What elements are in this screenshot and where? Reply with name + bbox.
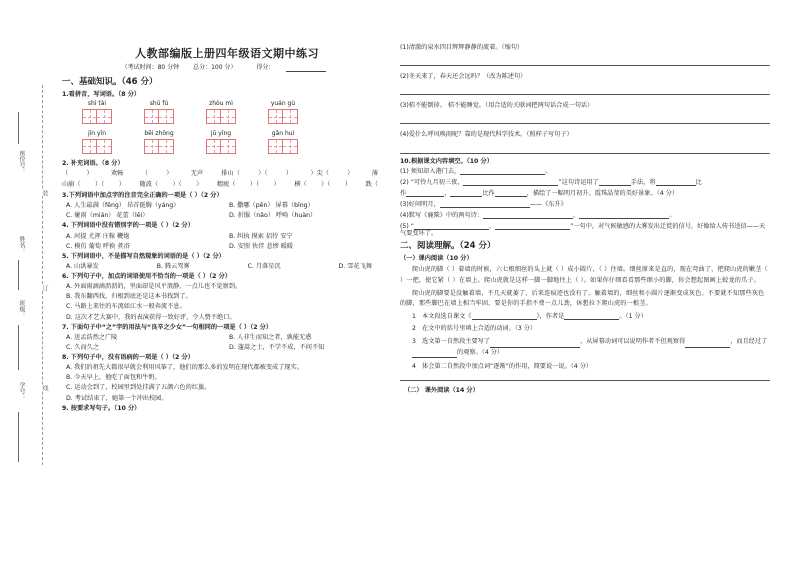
fill-blank[interactable] bbox=[495, 196, 527, 197]
student-number-label: 学号： bbox=[18, 382, 25, 400]
class-label: 班级： bbox=[18, 300, 25, 318]
reading-q3-mid: ，从屏幕动词可以说明作者不但观察得 bbox=[580, 338, 686, 346]
tianzige-box[interactable] bbox=[206, 139, 236, 154]
reading-q3-extra: 的观察。（4 分） bbox=[457, 348, 504, 356]
fill-blank[interactable] bbox=[564, 319, 619, 320]
idiom-fragment: ） bbox=[196, 180, 203, 188]
q5-title: 5. 下列词语中，不是描写自然现象的词语的是（ ）（2 分） bbox=[62, 252, 225, 260]
idiom-fragment: ）（ bbox=[95, 180, 105, 188]
fill-blank[interactable] bbox=[483, 218, 573, 219]
idiom-fragment: 精疲（ bbox=[216, 180, 236, 188]
reading-q2-num: 2 bbox=[412, 325, 416, 333]
q10-item-2-text-f: ， bbox=[444, 189, 451, 197]
q4-option-c[interactable]: C. 模仿 葡萄 呼换 煮浴 bbox=[66, 242, 130, 250]
q10-item-1: (1) 须知却入港门去， 。 bbox=[400, 167, 552, 175]
q3-option-d[interactable]: D. 折服（nǎo） 呼唤（huàn） bbox=[229, 212, 317, 220]
pinyin-label: bēi zhǒng bbox=[144, 129, 174, 137]
idiom-fragment: 无声 bbox=[190, 169, 204, 177]
fill-blank[interactable] bbox=[463, 185, 558, 186]
idiom-fragment: 欢畅 bbox=[111, 169, 124, 177]
q9-item-1: (1)清澈的泉水四目辉辉静静的流着。（缩句） bbox=[400, 44, 524, 51]
q3-option-b[interactable]: B. 撒哪（pēn） 屏幕（bīng） bbox=[229, 202, 314, 210]
q8-option-d[interactable]: D. 考试结束了，她第一个冲出校园。 bbox=[66, 394, 168, 402]
fill-blank[interactable] bbox=[406, 196, 444, 197]
fill-blank[interactable] bbox=[599, 185, 631, 186]
q8-option-c[interactable]: C. 运动会到了，校园里到处挂满了五颜六色的红旗。 bbox=[66, 384, 211, 392]
fill-blank[interactable] bbox=[685, 347, 730, 348]
q10-item-3-text: (3)好问明月， bbox=[400, 201, 440, 208]
pinyin-label: yuán gù bbox=[270, 100, 296, 108]
seat-number-blank[interactable] bbox=[18, 112, 19, 144]
idiom-fragment: 排山（ bbox=[221, 169, 240, 177]
tianzige-box[interactable] bbox=[268, 109, 298, 124]
answer-line[interactable] bbox=[400, 141, 770, 154]
q10-title: 10.根据课文内容填空。（10 分） bbox=[400, 157, 493, 165]
q10-item-3 bbox=[400, 201, 770, 208]
pinyin-label: jū yīng bbox=[210, 129, 232, 137]
part1-title: 一、基础知识。（46 分） bbox=[62, 76, 158, 87]
q5-option-d[interactable]: D. 雪花飞舞 bbox=[338, 262, 372, 270]
q9-item-3: (3)桔不能倒掉。 桔不能睡觉。（用合适的关联词把两句话合成一句话） bbox=[400, 102, 594, 110]
idiom-fragment: ）（ bbox=[258, 169, 268, 177]
q7-options bbox=[66, 334, 392, 351]
name-label: 姓名： bbox=[18, 236, 25, 254]
fill-blank[interactable] bbox=[440, 207, 530, 208]
q10-item-2-text-c: 手法，将 bbox=[630, 178, 656, 186]
q10-item-5-comma: ， bbox=[488, 223, 496, 231]
fill-blank[interactable] bbox=[472, 319, 537, 320]
idiom-fragment: ）（ bbox=[172, 180, 182, 188]
score-label: 得分： bbox=[256, 63, 275, 71]
q10-item-4-text: (4)默写《鹿柴》中的两句诗： bbox=[400, 212, 484, 220]
binding-mark-zhuang: 装 bbox=[38, 190, 47, 196]
q9-title: 9. 按要求写句子。（10 分） bbox=[62, 404, 141, 412]
exam-info bbox=[62, 65, 392, 72]
q3-option-a[interactable]: A. 人生最满（fēng） 昂首挺胸（yáng） bbox=[66, 202, 180, 210]
pinyin-label: gǎn huì bbox=[271, 129, 295, 137]
binding-mark-xian: 线 bbox=[38, 385, 47, 391]
pinyin-label: zhòu mì bbox=[209, 100, 233, 108]
idiom-fragment: ） bbox=[285, 169, 293, 177]
reading-q4-text: 体会第二自然段中加点词“逐渐”的作用，简要说一说。（4 分） bbox=[422, 363, 593, 371]
reading-q3-end: ，而且经过了 bbox=[730, 338, 768, 346]
q7-option-a[interactable]: A. 送孟浩然之广陵 bbox=[66, 333, 118, 341]
idiom-fragment: 跌（ bbox=[365, 180, 378, 188]
q5-option-b[interactable]: B. 腾云驾雾 bbox=[156, 262, 190, 270]
tianzige-box[interactable] bbox=[206, 109, 236, 124]
q10-item-2-text-h: ，描绘了一幅明月初升、霞珠晶莹的美好景象。（4 分） bbox=[526, 189, 679, 197]
q1-title: 1.看拼音，写词语。（8 分） bbox=[62, 91, 141, 99]
answer-line[interactable] bbox=[400, 53, 770, 66]
idiom-row-2 bbox=[62, 181, 392, 188]
binding-mark-ding: 订 bbox=[38, 285, 47, 291]
q10-item-2 bbox=[400, 179, 770, 186]
exam-time: （考试时间：80 分钟 bbox=[121, 63, 180, 71]
tianzige-box[interactable] bbox=[82, 109, 112, 124]
right-column bbox=[400, 44, 770, 398]
pinyin-label: shū fú bbox=[149, 100, 169, 108]
exam-total-score: 总分：100 分） bbox=[193, 63, 237, 71]
q10-item-5 bbox=[400, 223, 770, 237]
q3-title: 3.下列词语中加点字的注音完全正确的一项是（ ）（2 分） bbox=[62, 192, 223, 200]
q4-option-b[interactable]: B. 纠执 摸索 招待 安宁 bbox=[229, 232, 293, 240]
idiom-fragment: ） bbox=[344, 180, 352, 188]
idiom-fragment: ）尖（ bbox=[310, 169, 329, 177]
idiom-fragment: ） bbox=[86, 169, 93, 177]
q7-option-b[interactable]: B. 人非生而知之者，孰能无惑 bbox=[229, 333, 312, 341]
q9-item-2: (2)冬天来了，春天还会远吗？（改为陈述句） bbox=[400, 73, 527, 81]
fill-blank[interactable] bbox=[412, 357, 457, 358]
reading-q1 bbox=[412, 313, 770, 320]
q10-item-2-text-g: 比作 bbox=[482, 189, 495, 197]
idiom-fragment: ） bbox=[273, 180, 280, 188]
reading-q1-num: 1 bbox=[412, 313, 416, 321]
answer-line[interactable] bbox=[400, 82, 770, 95]
idiom-row-1 bbox=[62, 170, 392, 177]
fill-blank[interactable] bbox=[579, 218, 669, 219]
reading-q3 bbox=[412, 337, 770, 358]
reading-passage-1: 爬山虎的脚（ ）着墙的时候，六七根细丝的头上就（ ）成小圆片，（ ）住墙。细丝原来是直的，现在弯曲了，把爬山虎的嫩茎（ ）一把，使它紧（ ）在墙上。爬山虎就是这样一脚一脚地往上（ ）。如果你仔细看看那些细小的脚，你会想起图画上蛟龙的爪子。 bbox=[400, 266, 768, 285]
q5-option-c[interactable]: C. 月落星沉 bbox=[247, 262, 281, 270]
q7-option-d[interactable]: D. 蓬蒿之士，不学不成，不问不知 bbox=[229, 343, 325, 351]
idiom-fragment: ）（ bbox=[321, 180, 331, 188]
binding-dashed-line bbox=[42, 85, 43, 465]
q4-option-d[interactable]: D. 安照 伙伴 悲惨 暖暖 bbox=[229, 242, 294, 250]
q10-item-1-text: (1) 须知却入港门去， bbox=[400, 167, 461, 175]
q10-item-2-text: (2) “可怜九月初三夜， bbox=[400, 178, 464, 186]
fill-blank[interactable] bbox=[495, 229, 570, 230]
class-blank[interactable] bbox=[18, 325, 19, 370]
seat-number-label: 座位号： bbox=[18, 150, 25, 174]
idiom-fragment: ）（ bbox=[249, 180, 260, 188]
binding-margin bbox=[0, 0, 62, 561]
name-blank[interactable] bbox=[18, 260, 19, 290]
q10-item-4: (4)默写《鹿柴》中的两句诗： ， 。 bbox=[400, 212, 676, 220]
q2-title: 2. 补充词语。（8 分） bbox=[62, 159, 124, 167]
q8-title: 8. 下列句子中，没有语病的一项是（ ）（2 分） bbox=[62, 354, 194, 362]
q8-option-b[interactable]: B. 今天早上，他吃了面包和牛奶。 bbox=[66, 374, 161, 382]
fill-blank[interactable] bbox=[460, 174, 545, 175]
q6-option-d[interactable]: D. 这次才艺大赛中，我的表演获得一致好评，令人赞不绝口。 bbox=[66, 313, 236, 321]
q10-item-2-cont bbox=[400, 190, 770, 197]
q10-item-3-source: ——《东升》 bbox=[529, 201, 567, 208]
idiom-fragment: ） bbox=[118, 180, 125, 188]
idiom-fragment: ） bbox=[347, 169, 354, 177]
part2-sub1: （一）课内阅读（10 分） bbox=[400, 255, 473, 263]
q3-options bbox=[66, 202, 392, 219]
reading-q4-num: 4 bbox=[412, 363, 416, 371]
reading-q1-mid: 》，作者是 bbox=[536, 313, 565, 321]
reading-q1-end: 。（1 分） bbox=[619, 313, 647, 321]
reading-q1-text: 本文段选自课文《 bbox=[422, 313, 472, 321]
q10-item-2-text-b: ”这句诗运用了 bbox=[558, 178, 599, 186]
fill-blank[interactable] bbox=[450, 196, 482, 197]
idiom-fragment: 山崩（ bbox=[62, 180, 81, 188]
student-number-blank[interactable] bbox=[18, 412, 19, 462]
q6-option-a[interactable]: A. 外面雨滴滴沥沥的，里面却是风平浪静，一点儿也不觉察到。 bbox=[66, 283, 242, 291]
q4-option-a[interactable]: A. 河提 尤挥 庄稼 鞭炮 bbox=[66, 232, 130, 240]
fill-blank[interactable] bbox=[656, 185, 696, 186]
tianzige-box[interactable] bbox=[144, 109, 174, 124]
reading-passage-2: 爬山虎的脚要是没触着墙，不几天就萎了，后来连痕迹也没有了。触着墙的，细丝和小圆片逐渐变成灰色。不要就不知那些灰色的脚，那些脚巴在墙上相当牢固，要是你的手指不费一点儿劲，休想拉下爬山虎的一根茎。 bbox=[400, 289, 765, 308]
q4-title: 4. 下列词语中没有错别字的一项是（ ）（2 分） bbox=[62, 222, 194, 230]
reading-q3-text: 选文第一自然段主要写了 bbox=[422, 338, 491, 346]
pinyin-row-1 bbox=[66, 101, 392, 126]
q9-item-4: (4)爱什么呼风唤雨呢？靠的是现代科学技术。（照样子写句子） bbox=[400, 131, 573, 139]
q10-item-5-text: (5) “ bbox=[400, 223, 414, 231]
part2-sub2: （二） 课外阅读（14 分） bbox=[404, 387, 479, 395]
reading-q3-num: 3 bbox=[412, 338, 416, 346]
tianzige-box[interactable] bbox=[268, 139, 298, 154]
pinyin-row-2 bbox=[66, 131, 392, 156]
q5-options bbox=[62, 263, 392, 270]
pinyin-label: jīn yīn bbox=[87, 129, 107, 137]
idiom-fragment: ） bbox=[166, 169, 173, 177]
answer-line[interactable] bbox=[400, 380, 770, 381]
q10-item-5-text-b: ”一句中，对气候敏感的大雾发出迁徙的信号，好像给人传书送信——天气要变坏了。 bbox=[400, 223, 766, 238]
q10-item-2-text-e: 作 bbox=[400, 189, 407, 197]
q8-option-a[interactable]: A. 我们的祖先大都很早就会利用风筝了，他们的那么多的发明在现代都被变成了现实。 bbox=[66, 364, 303, 372]
pinyin-label: shì tài bbox=[87, 100, 107, 108]
idiom-fragment: （ bbox=[62, 169, 69, 177]
idiom-fragment: （ bbox=[141, 169, 148, 177]
reading-q2-text: 在文中的括号里填上合适的动词。（3 分） bbox=[422, 325, 537, 333]
idiom-fragment: 随波（ bbox=[139, 180, 158, 188]
exam-title: 人教部编版上册四年级语文期中练习 bbox=[135, 47, 319, 60]
reading-q4 bbox=[412, 363, 770, 370]
score-blank[interactable] bbox=[286, 71, 326, 72]
q7-option-c[interactable]: C. 久而久之 bbox=[66, 343, 100, 351]
q6-title: 6. 下列句子中，加点的词语使用不恰当的一项是（ ）（2 分） bbox=[62, 273, 232, 281]
idiom-fragment: 横（ bbox=[294, 180, 307, 188]
q7-title: 7. 下面句子中“之”字的用法与“良辛之少女”一句相同的一项是（ ）（2 分） bbox=[62, 323, 273, 331]
q4-options bbox=[66, 233, 392, 250]
part2-title: 二、阅读理解。（24 分） bbox=[400, 240, 496, 251]
q3-option-c[interactable]: C. 碰雨（mián） 花蕾（lěi） bbox=[66, 212, 149, 220]
q10-item-2-text-d: 比 bbox=[695, 178, 702, 186]
q6-option-c[interactable]: C. 马路上来往的车流如江水一般奔流不息。 bbox=[66, 303, 186, 311]
reading-q2 bbox=[412, 325, 770, 332]
fill-blank[interactable] bbox=[490, 347, 580, 348]
tianzige-box[interactable] bbox=[82, 139, 112, 154]
tianzige-box[interactable] bbox=[144, 139, 174, 154]
q5-option-a[interactable]: A. 山洪暴发 bbox=[66, 262, 99, 270]
idiom-fragment: 薄 bbox=[371, 169, 378, 177]
left-column bbox=[62, 48, 392, 415]
q6-option-b[interactable]: B. 我东翻西找，归根到底还是这本书找到了。 bbox=[66, 293, 192, 301]
answer-line[interactable] bbox=[400, 111, 770, 124]
